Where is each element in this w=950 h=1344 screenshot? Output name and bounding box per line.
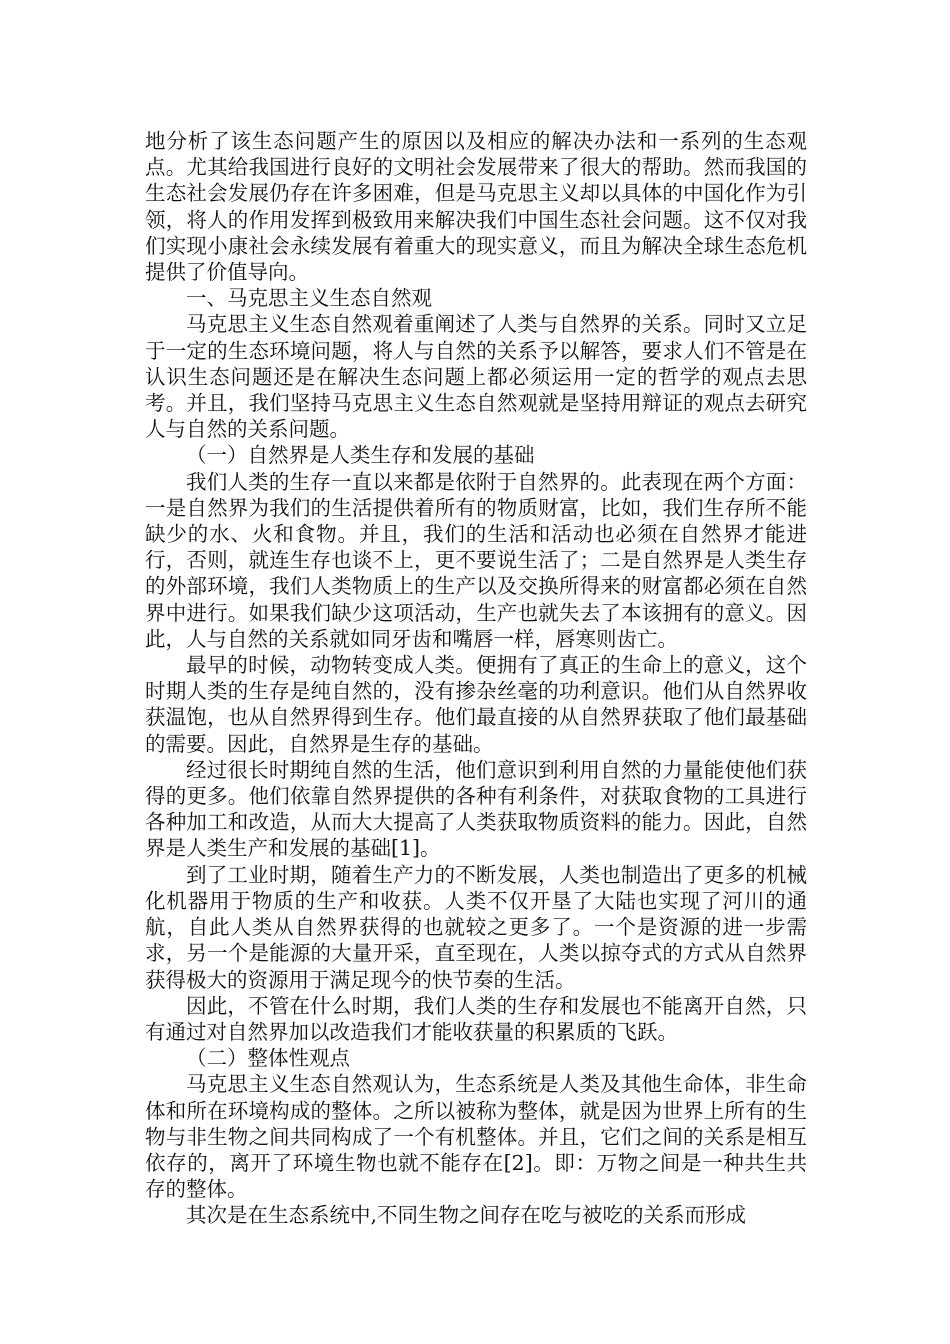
document-page [145,128,807,1229]
subsection-heading-2: （二）整体性观点 [186,1046,350,1071]
paragraph-conclusion: 因此，不管在什么时期，我们人类的生存和发展也不能离开自然，只有通过对自然界加以改造我们才能收获量的积累质的飞跃。 [145,993,807,1044]
paragraph-dependence-on-nature: 我们人类的生存一直以来都是依附于自然界的。此表现在两个方面：一是自然界为我们的生活提供着所有的物质财富，比如，我们生存所不能缺少的水、火和食物。并且，我们的生活和活动也必须在自然界才能进行，否则，就连生存也谈不上，更不要说生活了；二是自然界是人类生存的外部环境，我们人类物质上的生产以及交换所得来的财富都必须在自然界中进行。如果我们缺少这项活动，生产也就失去了本该拥有的意义。因此，人与自然的关系就如同牙齿和嘴唇一样，唇寒则齿亡。 [145,469,807,651]
paragraph-food-chain: 其次是在生态系统中,不同生物之间存在吃与被吃的关系而形成 [186,1203,747,1228]
section-heading-1: 一、马克思主义生态自然观 [186,286,432,311]
paragraph-holistic-view: 马克思主义生态自然观认为，生态系统是人类及其他生命体，非生命体和所在环境构成的整体。之所以被称为整体，就是因为世界上所有的生物与非生物之间共同构成了一个有机整体。并且，它们之间的关系是相互依存的，离开了环境生物也就不能存在[2]。即：万物之间是一种共生共存的整体。 [145,1072,807,1202]
paragraph-continued-intro: 地分析了该生态问题产生的原因以及相应的解决办法和一系列的生态观点。尤其给我国进行良好的文明社会发展带来了很大的帮助。然而我国的生态社会发展仍存在许多困难，但是马克思主义却以具体的中国化作为引领，将人的作用发挥到极致用来解决我们中国生态社会问题。这不仅对我们实现小康社会永续发展有着重大的现实意义，而且为解决全球生态危机提供了价值导向。 [145,129,807,285]
paragraph-earliest-times: 最早的时候，动物转变成人类。便拥有了真正的生命上的意义，这个时期人类的生存是纯自然的，没有掺杂丝毫的功利意识。他们从自然界收获温饱，也从自然界得到生存。他们最直接的从自然界获取了他们最基础的需要。因此，自然界是生存的基础。 [145,653,807,756]
paragraph-ecological-view: 马克思主义生态自然观着重阐述了人类与自然界的关系。同时又立足于一定的生态环境问题，将人与自然的关系予以解答，要求人们不管是在认识生态问题还是在解决生态问题上都必须运用一定的哲学的观点去思考。并且，我们坚持马克思主义生态自然观就是坚持用辩证的观点去研究人与自然的关系问题。 [145,312,807,442]
subsection-heading-1: （一）自然界是人类生存和发展的基础 [186,443,535,468]
paragraph-long-period: 经过很长时期纯自然的生活，他们意识到利用自然的力量能使他们获得的更多。他们依靠自然界提供的各种有利条件，对获取食物的工具进行各种加工和改造，从而大大提高了人类获取物质资料的能力。因此，自然界是人类生产和发展的基础[1]。 [145,757,807,861]
paragraph-industrial-era: 到了工业时期，随着生产力的不断发展，人类也制造出了更多的机械化机器用于物质的生产和收获。人类不仅开垦了大陆也实现了河川的通航，自此人类从自然界获得的也就较之更多了。一个是资源的进一步需求，另一个是能源的大量开采，直至现在，人类以掠夺式的方式从自然界获得极大的资源用于满足现今的快节奏的生活。 [145,862,807,992]
